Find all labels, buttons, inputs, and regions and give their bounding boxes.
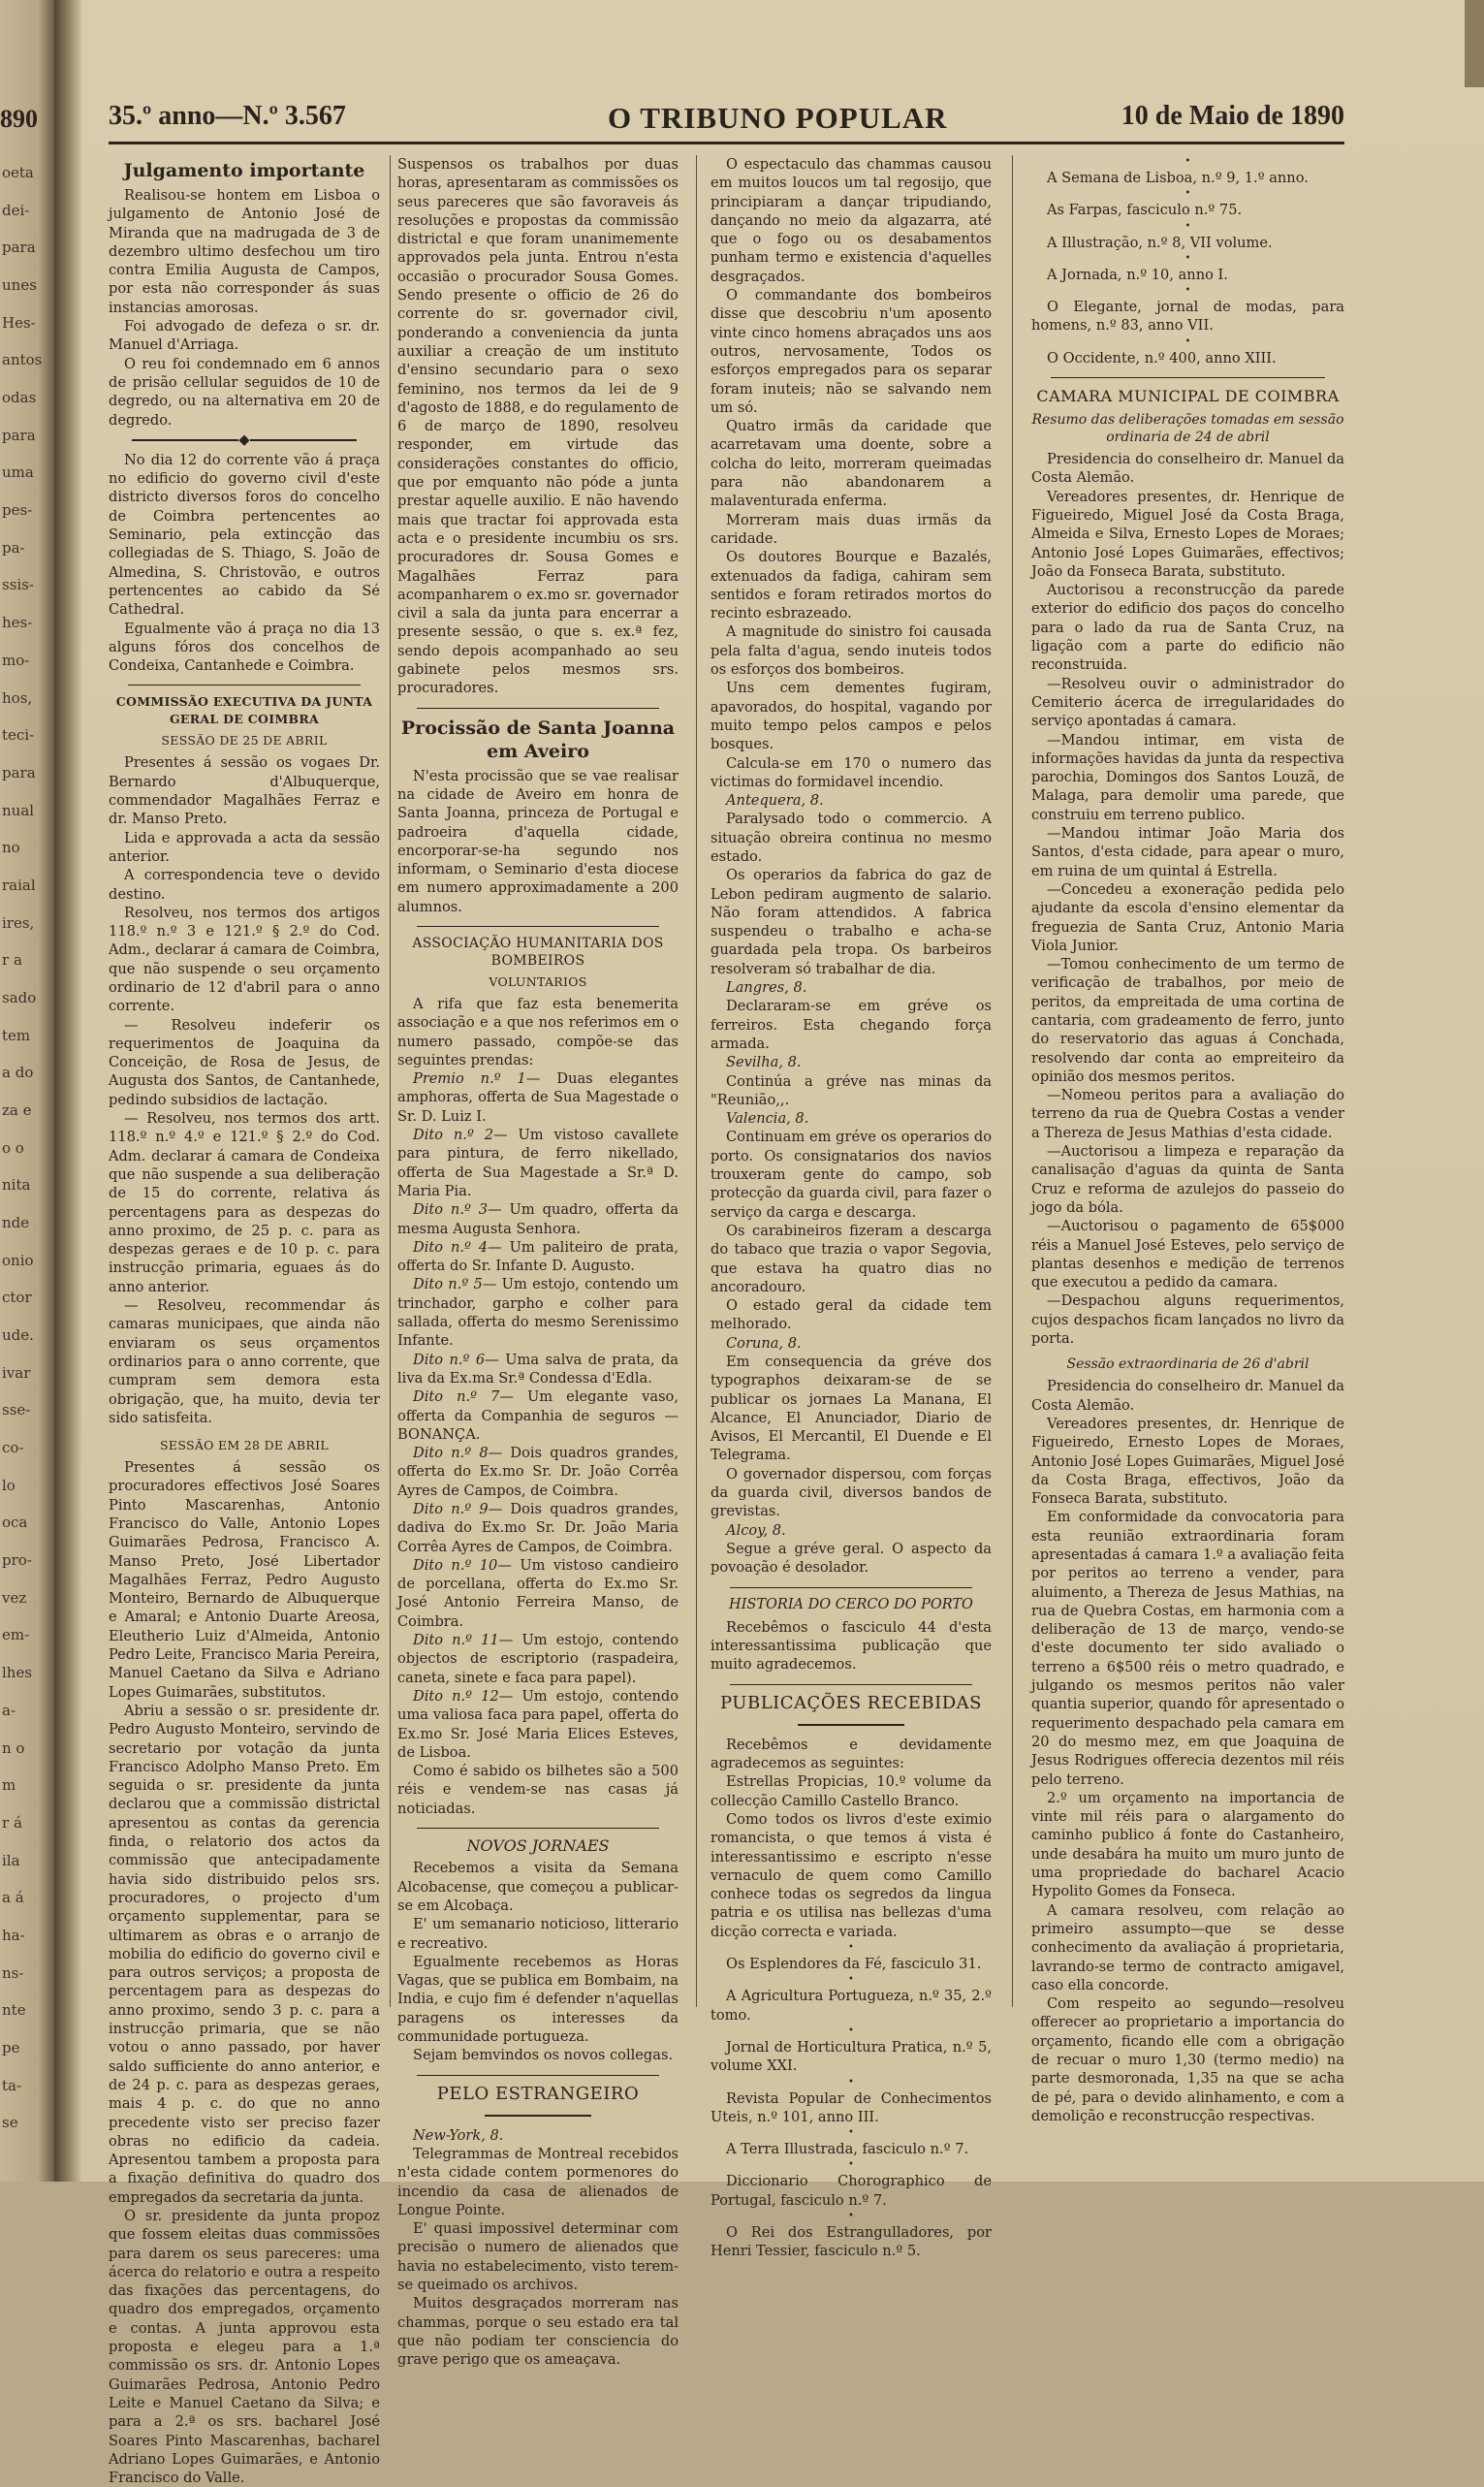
paragraph: Como é sabido os bilhetes são a 500 réis e vendem-se nas casas já noticiadas.	[397, 1763, 679, 1817]
previous-page-fragment: a á	[2, 1889, 24, 1907]
article-heading: Julgamento importante	[123, 160, 365, 181]
prize-label: Dito n.º 8	[413, 1445, 489, 1462]
paragraph: Uns cem dementes fugiram, apavorados, do hospital, vagando por muito tempo pelos campos e pelos bosques.	[710, 680, 992, 753]
prize-description: — Um estojo, contendo uma valiosa faca para papel, offerta do Ex.mo Sr. José Maria Elices Esteves, de Lisboa.	[397, 1687, 679, 1761]
prize-item	[397, 1069, 679, 1126]
previous-page-fragment: sse-	[2, 1401, 31, 1419]
prize-item	[397, 1687, 679, 1762]
previous-page-fragment: em-	[2, 1626, 30, 1644]
previous-page-fragment: lo	[2, 1476, 16, 1494]
column-rule	[390, 155, 391, 2007]
paragraph: Em consequencia da gréve dos typographos deixaram-se de se publicar os jornaes La Manana, El Alcance, El Anunciador, Diario de Avisos, El Mercantil, El Duende e El Telegrama.	[710, 1354, 992, 1464]
paragraph: Paralysado todo o commercio. A situação obreira continua no mesmo estado.	[710, 811, 992, 865]
prize-item	[397, 1631, 679, 1687]
previous-page-fragment: pe	[2, 2038, 20, 2057]
paragraph: E' quasi impossivel determinar com precisão o numero de alienados que havia no estabelecimento, visto terem-se queimado os archivos.	[397, 2220, 679, 2293]
paragraph: —Auctorisou a limpeza e reparação da canalisação d'aguas da quinta de Santa Cruz e reforma de azulejos do passeio do jogo da bóla.	[1031, 1143, 1344, 1216]
previous-page-fragment: pro-	[2, 1551, 32, 1570]
paragraph: A camara resolveu, com relação ao primeiro assumpto—que se desse conhecimento da avaliação á proprietaria, lavrando-se termo de contracto amigavel, caso ella concorde.	[1031, 1901, 1344, 1993]
bullet-separator: •	[1184, 335, 1191, 347]
bullet-separator: •	[848, 1942, 854, 1954]
previous-page-fragment: lhes	[2, 1664, 33, 1682]
previous-page-fragment: uma	[2, 463, 34, 482]
paragraph: O sr. presidente da junta propoz que fossem eleitas duas commissões para darem os seus pareceres: uma ácerca do relatorio e outra a respeito das fixações das percentagens, do quadro dos empregados, orçamento e contas. A junta approvou esta proposta e elegeu para a 1.ª commissão os srs. dr. Antonio Lopes Guimarães Pedrosa, Antonio Pedro Leite e Manuel Caetano da Silva; e para a 2.ª os srs. bacharel José Soares Pinto Mascarenhas, bacharel Adriano Lopes Guimarães, e Antonio Francisco do Valle.	[109, 2207, 380, 2487]
paragraph: A correspondencia teve o devido destino.	[109, 867, 380, 903]
paragraph: Recebêmos e devidamente agradecemos as seguintes:	[710, 1736, 992, 1772]
section-heading: HISTORIA DO CERCO DO PORTO	[729, 1596, 973, 1612]
prize-item	[397, 1351, 679, 1388]
prize-description: — Duas elegantes amphoras, offerta de Sua Magestade o Sr. D. Luiz I.	[397, 1070, 679, 1125]
article-heading: Procissão de Santa Joanna em Aveiro	[400, 717, 676, 762]
prize-item	[397, 1126, 679, 1200]
previous-page-fragment: antos	[2, 351, 43, 369]
bullet-separator: •	[848, 2159, 854, 2171]
previous-page-fragment: hos,	[2, 688, 33, 707]
prize-item	[397, 1444, 679, 1500]
paragraph: Os doutores Bourque e Bazalés, extenuados da fadiga, cahiram sem sentidos e foram retirados mortos do recinto esbrazeado.	[710, 549, 992, 622]
prize-description: — Um quadro, offerta da mesma Augusta Senhora.	[397, 1201, 679, 1237]
prize-description: — Um vistoso candieiro de porcellana, offerta do Ex.mo Sr. José Antonio Ferreira Manso, de Coimbra.	[397, 1556, 679, 1630]
paragraph: —Auctorisou o pagamento de 65$000 réis a Manuel José Esteves, pelo serviço de plantas desenhos e medição de terrenos que executou a pedido da camara.	[1031, 1218, 1344, 1291]
publication-list	[710, 1943, 992, 2261]
previous-page-fragment: teci-	[2, 726, 35, 745]
prize-label: Dito n.º 2	[413, 1127, 493, 1144]
paragraph: Continuam em gréve os operarios do porto. Os consignatarios dos navios trouxeram gente do campo, sob protecção da guarda civil, para fazer o serviço da carga e descarga.	[710, 1129, 992, 1221]
publication-item: Revista Popular de Conhecimentos Uteis, n.º 101, anno III.	[710, 2089, 992, 2125]
dateline: Antequera, 8.	[726, 792, 824, 810]
paragraph: Continúa a gréve nas minas da "Reunião,,.	[710, 1072, 992, 1108]
prize-item	[397, 1200, 679, 1238]
section-subheading: Sessão extraordinaria de 26 d'abril	[1066, 1356, 1310, 1373]
previous-page-fragment: unes	[2, 276, 37, 295]
previous-page-fragment: pes-	[2, 501, 33, 520]
publication-item: A Semana de Lisboa, n.º 9, 1.º anno.	[1047, 170, 1309, 186]
column-1	[109, 155, 380, 2487]
bullet-separator: •	[848, 1974, 854, 1986]
paragraph: Em conformidade da convocatoria para esta reunião extraordinaria foram apresentadas á camara 1.º a avaliação feita por peritos ao terreno a vender, para aluimento, a Thereza de Jesus Mathias, na rua de Quebra Costas, em harmonia com a deliberação de 13 de março, vendo-se d'este documento ter sido avaliado o terreno a 6$500 réis o metro quadrado, e julgando os mesmos peritos não valer quantia superior, quando fôr apresentado o requerimento despachado pela camara em 20 do mesmo mez, em que Joaquina de Jesus Rodrigues offerecia dezentos mil réis pelo terreno.	[1031, 1509, 1345, 1788]
prize-item	[397, 1238, 679, 1276]
previous-page-fragment: para	[2, 239, 36, 257]
section-subheading: Resumo das deliberações tomadas em sessão ordinaria de 24 de abril	[1031, 412, 1344, 446]
paragraph: —Mandou intimar, em vista de informações havidas da junta da respectiva parochia, Domingos dos Santos Louzã, de Malaga, para demolir uma parede, que construiu em terreno publico.	[1031, 731, 1344, 823]
prize-description: — Dois quadros grandes, dadiva do Ex.mo Sr. Dr. João Maria Corrêa Ayres de Campos, de Coimbra.	[397, 1501, 679, 1555]
previous-page-fragment: se	[2, 2114, 18, 2132]
prize-description: — Um paliteiro de prata, offerta do Sr. Infante D. Augusto.	[397, 1238, 679, 1275]
prize-item	[397, 1556, 679, 1631]
divider	[417, 2075, 659, 2076]
bullet-separator: •	[1184, 285, 1191, 297]
paragraph: Presentes á sessão os procuradores effectivos José Soares Pinto Mascarenhas, Antonio Francisco do Valle, Antonio Lopes Guimarães Pedrosa, Francisco A. Manso Preto, José Libertador Magalhães Ferraz, Pedro Augusto Monteiro, Bernardo de Albuquerque e Amaral; e Antonio Duarte Areosa, Eleutherio Luiz d'Almeida, Antonio Pedro Leite, Francisco Maria Pereira, Manuel Caetano da Silva e Adriano Lopes Guimarães, substitutos.	[109, 1459, 380, 1701]
section-heading: PUBLICAÇÕES RECEBIDAS	[720, 1692, 982, 1713]
prize-label: Dito n.º 5	[413, 1276, 483, 1293]
paragraph: Como todos os livros d'este eximio romancista, o que temos á vista é interessantissimo e escripto n'esse vernaculo de quem como Camillo conhece todas os segredos da lingua patria e os utilisa nas bellezas d'uma dicção correcta e variada.	[710, 1810, 992, 1940]
paragraph: N'esta procissão que se vae realisar na cidade de Aveiro em honra de Santa Joanna, princeza de Portugal e padroeira d'aquella cidade, encorporar-se-ha segundo nos informam, o Seminario d'esta diocese em numero approximadamente a 200 alumnos.	[397, 767, 679, 915]
prize-label: Dito n.º 7	[413, 1388, 500, 1406]
paragraph: Lida e approvada a acta da sessão anterior.	[109, 829, 380, 865]
bullet-separator: •	[848, 2210, 854, 2221]
divider	[730, 1684, 972, 1685]
prize-label: Dito n.º 10	[413, 1556, 498, 1574]
paragraph: Foi advogado de defeza o sr. dr. Manuel d'Arriaga.	[109, 318, 380, 354]
paragraph: O governador dispersou, com forças da guarda civil, diversos bandos de grevistas.	[710, 1465, 992, 1520]
dateline: Langres, 8.	[726, 979, 807, 997]
paragraph: O espectaculo das chammas causou em muitos loucos um tal regosijo, que principiaram a dançar tripudiando, dançando no meio da algazarra, até que o fogo ou os desabamentos punham termo e existencia d'aquelles desgraçados.	[710, 156, 992, 285]
previous-page-fragment: dei-	[2, 201, 30, 219]
previous-page-fragment: nual	[2, 801, 35, 819]
paragraph: Egualmente vão á praça no dia 13 alguns fóros dos concelhos de Condeixa, Cantanhede e Coimbra.	[109, 620, 380, 675]
bullet-separator: •	[848, 2076, 854, 2088]
paragraph: O commandante dos bombeiros disse que descobriu n'um aposento vinte cinco homens abraçados uns aos outros, nervosamente, Todos os esforços empregados para os separar foram inuteis; não se salvando nem um só.	[710, 287, 992, 416]
paragraph: Estrellas Propicias, 10.º volume da collecção Camillo Castello Branco.	[710, 1773, 992, 1809]
previous-page-fragment: ctor	[2, 1289, 32, 1307]
paragraph: Vereadores presentes, dr. Henrique de Figueiredo, Miguel José da Costa Braga, Almeida e Silva, Ernesto Lopes de Moraes; Antonio José Lopes Guimarães, effectivos; João da Fonseca Barata, substituto.	[1031, 488, 1344, 580]
previous-page-fragment: hes-	[2, 614, 33, 632]
previous-page-fragment: a-	[2, 1701, 16, 1719]
publication-item: A Agricultura Portugueza, n.º 35, 2.º tomo.	[710, 1988, 992, 2024]
section-subheading: SESSÃO DE 25 DE ABRIL	[161, 733, 328, 749]
paragraph: E' um semanario noticioso, litterario e recreativo.	[397, 1916, 679, 1952]
column-4	[1031, 155, 1345, 2124]
paragraph: Os carabineiros fizeram a descarga do tabaco que trazia o vapor Segovia, que estava ha quatro dias no ancoradouro.	[710, 1222, 992, 1295]
previous-page-fragment: no	[2, 839, 20, 857]
paragraph: Muitos desgraçados morreram nas chammas, porque o seu estado era tal que não podiam ter consciencia do grave perigo que os ameaçava.	[397, 2295, 679, 2369]
bullet-separator: •	[848, 2127, 854, 2139]
prize-list	[397, 1069, 679, 1762]
previous-page-fragment: r á	[2, 1813, 22, 1832]
paragraph: Resolveu, nos termos dos artigos 118.º n.º 3 e 121.º § 2.º do Cod. Adm., declarar á camara de Coimbra, que não suspende o seu orçamento ordinario de 12 d'abril para o anno corrente.	[109, 904, 380, 1015]
previous-page-fragment: n o	[2, 1738, 25, 1757]
prize-item	[397, 1387, 679, 1444]
previous-page-fragment: m	[2, 1776, 16, 1795]
section-heading: PELO ESTRANGEIRO	[436, 2083, 640, 2104]
previous-page-fragment: oca	[2, 1514, 28, 1532]
publication-item: O Occidente, n.º 400, anno XIII.	[1047, 349, 1277, 367]
previous-page-edge	[0, 0, 54, 2182]
previous-page-fragment: onio	[2, 1251, 34, 1269]
paragraph: Com respeito ao segundo—resolveu offerecer ao proprietario a importancia do orçamento, ficando elle com a obrigação de recuar o muro 1,30 (termo medio) na parte desmoronada, 1,35 na que se acha de pé, para o devido alinhamento, e com a demolição e reconstrucção respectivas.	[1031, 1995, 1344, 2124]
paragraph: —Resolveu ouvir o administrador do Cemiterio ácerca de irregularidades do serviço apontadas á camara.	[1031, 675, 1344, 730]
previous-page-fragment: odas	[2, 389, 37, 407]
dateline: Sevilha, 8.	[726, 1054, 802, 1071]
paragraph: —Concedeu a exoneração pedida pelo ajudante da escola d'ensino elementar da freguezia de Santa Cruz, Antonio Maria Viola Junior.	[1031, 880, 1344, 954]
page-gutter	[54, 0, 81, 2182]
bullet-separator: •	[1184, 188, 1191, 200]
prize-label: Dito n.º 12	[413, 1687, 499, 1705]
masthead	[109, 97, 1344, 142]
divider	[128, 685, 361, 686]
previous-page-fragment: ude.	[2, 1326, 34, 1345]
prize-description: — Um estojo, contendo um trinchador, garpho e colher para sallada, offerta do mesmo Serenissimo Infante.	[397, 1276, 679, 1350]
paragraph: Abriu a sessão o sr. presidente dr. Pedro Augusto Monteiro, servindo de secretario por votação da junta Francisco Adolpho Manso Preto. Em seguida o sr. presidente da junta declarou que a commissão districtal apresentou as contas da gerencia finda, o relatorio dos actos da commissão que antecipadamente havia sido distribuido pelos srs. procuradores, o projecto d'um orçamento supplementar, para se ultimarem as obras e o arranjo de mobilia do edificio do governo civil e para outros serviços; a proposta de percentagem para as despezas do anno proximo, sendo 3 p. c. para a instrucção primaria, que se não votou o anno passado, por haver saldo sufficiente do anno anterior, e de 24 p. c. para as despezas geraes, mais 4 p. c. do que no anno precedente visto ser preciso fazer obras no edificio da cadeia. Apresentou tambem a proposta para a fixação definitiva do quadro dos empregados da secretaria da junta.	[109, 1702, 380, 2206]
divider	[730, 1587, 972, 1588]
paragraph: — Resolveu, recommendar ás camaras municipaes, que ainda não enviaram os seus orçamentos ordinarios para o anno corrente, que cumpram sem demora esta obrigação, que, ha muito, devia ter sido satisfeita.	[109, 1297, 380, 1426]
prize-description: — Dois quadros grandes, offerta do Ex.mo Sr. Dr. João Corrêa Ayres de Campos, de Coimbra.	[397, 1445, 679, 1499]
publication-item: Jornal de Horticultura Pratica, n.º 5, volume XXI.	[710, 2038, 992, 2075]
publication-item: A Jornada, n.º 10, anno I.	[1047, 266, 1228, 283]
prize-label: Dito n.º 4	[413, 1238, 489, 1256]
bullet-separator: •	[1184, 156, 1191, 167]
section-heading: ASSOCIAÇÃO HUMANITARIA DOS BOMBEIROS	[412, 935, 664, 969]
divider	[417, 926, 659, 927]
previous-page-fragment: ires,	[2, 913, 35, 932]
publication-item: Os Esplendores da Fé, fasciculo 31.	[726, 1956, 982, 1973]
paragraph: A magnitude do sinistro foi causada pela falta d'agua, sendo inuteis todos os esforços dos bombeiros.	[710, 623, 992, 679]
prize-description: — Um vistoso cavallete para pintura, de ferro nikellado, offerta de Sua Magestade a Sr.ª D. Maria Pia.	[397, 1127, 679, 1199]
prize-description: — Um estojo, contendo objectos de escriptorio (raspadeira, caneta, sinete e faca para papel).	[397, 1632, 679, 1686]
issue-date: 10 de Maio de 1890	[1121, 101, 1344, 131]
paragraph: Recebêmos o fasciculo 44 d'esta interessantissima publicação que muito agradecemos.	[710, 1618, 992, 1674]
paragraph: Egualmente recebemos as Horas Vagas, que se publica em Bombaim, na India, e cujo fim é defender n'aquellas paragens os interesses da communidade portugueza.	[397, 1953, 679, 2046]
publication-item: A Terra Illustrada, fasciculo n.º 7.	[726, 2141, 969, 2158]
previous-page-fragment: para	[2, 763, 36, 781]
masthead-rule	[109, 142, 1344, 144]
previous-page-fragment: para	[2, 426, 36, 444]
previous-page-fragment: za e	[2, 1100, 32, 1119]
previous-page-fragment: ta-	[2, 2076, 22, 2094]
prize-label: Dito n.º 3	[413, 1201, 489, 1219]
ornament-divider	[397, 2109, 679, 2122]
paragraph: — Resolveu indeferir os requerimentos de Joaquina da Conceição, de Rosa de Jesus, de Augusta dos Santos, de Cantanhede, pedindo subsidios de lactação.	[109, 1016, 380, 1108]
section-heading: CAMARA MUNICIPAL DE COIMBRA	[1036, 387, 1340, 406]
previous-page-fragment: nte	[2, 2001, 26, 2020]
column-3	[710, 155, 992, 2260]
previous-page-fragment: r a	[2, 951, 22, 970]
previous-page-fragment: sado	[2, 988, 37, 1006]
paragraph: Vereadores presentes, dr. Henrique de Figueiredo, Ernesto Lopes de Moraes, Antonio José Lopes Guimarães, Miguel José da Costa Braga, effectivos, João da Fonseca Barata, substituto.	[1031, 1415, 1344, 1508]
prize-label: Dito n.º 11	[413, 1632, 499, 1649]
column-rule	[696, 155, 697, 2007]
paragraph: Calcula-se em 170 o numero das victimas do formidavel incendio.	[710, 754, 992, 790]
prize-item	[397, 1500, 679, 1556]
prize-label: Dito n.º 6	[413, 1351, 486, 1368]
bullet-separator: •	[1184, 220, 1191, 232]
paragraph: Auctorisou a reconstrucção da parede exterior do edificio dos paços do concelho para o lado da rua de Santa Cruz, na ligação com a parte do edificio não reconstruida.	[1031, 582, 1344, 674]
ornament-divider: ◆	[109, 433, 380, 447]
previous-page-fragment: Hes-	[2, 313, 36, 332]
divider	[1051, 377, 1325, 378]
paragraph: Telegrammas de Montreal recebidos n'esta cidade contem pormenores do incendio da casa de alienados de Longue Pointe.	[397, 2145, 679, 2218]
section-subheading: VOLUNTARIOS	[489, 973, 587, 989]
paragraph: Declararam-se em gréve os ferreiros. Esta chegando força armada.	[710, 998, 992, 1052]
paragraph: O estado geral da cidade tem melhorado.	[710, 1297, 992, 1333]
paragraph: Sejam bemvindos os novos collegas.	[413, 2047, 674, 2064]
previous-page-fragment: ssis-	[2, 576, 34, 594]
column-2	[397, 155, 679, 2369]
issue-number: 35.º anno—N.º 3.567	[109, 101, 346, 131]
paragraph: Realisou-se hontem em Lisboa o julgamento de Antonio José de Miranda que na madrugada de 3 de dezembro ultimo desfechou um tiro contra Emilia Augusta de Campos, por esta não corresponder ás suas instancias amorosas.	[109, 187, 380, 316]
paragraph: No dia 12 do corrente vão á praça no edificio do governo civil d'este districto diversos foros do concelho de Coimbra pertencentes ao Seminario, pela extincção das collegiadas de S. Thiago, S. João de Almedina, S. Christovão, e outros pertencentes ao cabido da Sé Cathedral.	[109, 451, 380, 619]
paragraph: Quatro irmãs da caridade que acarretavam uma doente, sobre a colcha do leito, morreram queimadas para não abandonarem a malaventurada enferma.	[710, 418, 992, 510]
paragraph: —Mandou intimar João Maria dos Santos, d'esta cidade, para apear o muro, em ruina de um quintal á Estrella.	[1031, 825, 1344, 879]
column-rule	[1012, 155, 1013, 2007]
torn-corner	[1465, 0, 1484, 87]
paragraph: Recebemos a visita da Semana Alcobacense, que começou a publicar-se em Alcobaça.	[397, 1860, 679, 1914]
paragraph: A rifa que faz esta benemerita associação e a que nos referimos em o numero passado, compõe-se das seguintes prendas:	[397, 995, 679, 1068]
paragraph: —Despachou alguns requerimentos, cujos despachos ficam lançados no livro da porta.	[1031, 1292, 1344, 1348]
divider	[417, 1828, 659, 1829]
previous-page-fragment: co-	[2, 1439, 24, 1457]
prize-item	[397, 1275, 679, 1350]
bullet-separator: •	[1184, 252, 1191, 264]
section-subheading: SESSÃO EM 28 DE ABRIL	[160, 1438, 329, 1453]
previous-page-fragment: ns-	[2, 1963, 24, 1982]
paragraph: Presentes á sessão os vogaes Dr. Bernardo d'Albuquerque, commendador Magalhães Ferraz e dr. Manso Preto.	[109, 754, 380, 828]
newspaper-title: O TRIBUNO POPULAR	[608, 101, 948, 135]
prize-description: — Um elegante vaso, offerta da Companhia de seguros — BONANÇA.	[397, 1388, 679, 1443]
previous-page-number: 890	[0, 105, 38, 133]
dateline: Alcoy, 8.	[726, 1521, 786, 1539]
dateline: New-York, 8.	[413, 2126, 504, 2144]
prize-description: — Uma salva de prata, da liva da Ex.ma Sr.ª Condessa d'Edla.	[397, 1351, 679, 1387]
paragraph: Morreram mais duas irmãs da caridade.	[710, 511, 992, 547]
paragraph: Segue a gréve geral. O aspecto da povoação é desolador.	[710, 1540, 992, 1577]
paragraph: —Nomeou peritos para a avaliação do terreno da rua de Quebra Costas a vender a Thereza de Jesus Mathias d'esta cidade.	[1031, 1087, 1344, 1141]
paragraph: Suspensos os trabalhos por duas horas, apresentaram as commissões os seus pareceres que são favoraveis ás resoluções e propostas da commissão districtal e que foram unanimemente approvados pela junta. Entrou n'esta occasião o procurador Sousa Gomes. Sendo presente o officio de 26 do corrente do sr. governador civil, ponderando a conveniencia da junta auxiliar a creação de um instituto d'ensino secundario para o sexo feminino, nos termos da lei de 9 d'agosto de 1888, e do regulamento de 6 de março de 1890, resolveu responder, em virtude das considerações constantes do officio, que por emquanto não póde a junta prestar aquelle auxilio. E não havendo mais que tractar foi approvada esta acta e o presidente incumbiu os srs. procuradores dr. Sousa Gomes e Magalhães Ferraz para acompanharem o ex.mo sr. governador civil a sala da junta para encerrar a presente sessão, o que s. ex.ª fez, sendo depois acompanhado ao seu gabinete pelos mesmos srs. procuradores.	[397, 156, 679, 697]
dateline: Valencia, 8.	[726, 1110, 809, 1128]
paragraph: Os operarios da fabrica do gaz de Lebon pediram augmento de salario. Não foram attendidos. A fabrica suspendeu o trabalho e acha-se guardada pela tropa. Os barbeiros resolveram só trabalhar de dia.	[710, 867, 992, 977]
publication-item: O Elegante, jornal de modas, para homens, n.º 83, anno VII.	[1031, 299, 1344, 335]
publication-list	[1031, 157, 1344, 367]
previous-page-fragment: vez	[2, 1588, 27, 1607]
paragraph: Presidencia do conselheiro dr. Manuel da Costa Alemão.	[1031, 451, 1344, 487]
dateline: Coruna, 8.	[726, 1334, 802, 1352]
paragraph: —Tomou conhecimento de um termo de verificação de trabalhos, por meio de peritos, da empreitada de uma cortina de cantaria, com gradeamento de ferro, junto do reservatorio das aguas á Conchada, resolvendo dar conta ao empreiteiro da opinião dos mesmos peritos.	[1031, 956, 1344, 1085]
divider	[417, 708, 659, 709]
previous-page-fragment: pa-	[2, 538, 25, 557]
previous-page-fragment: tem	[2, 1026, 31, 1044]
paragraph: 2.º um orçamento na importancia de vinte mil réis para o alargamento do caminho publico á fonte do Castanheiro, unde desabára ha muito um muro junto de uma propriedade do bacharel Acacio Hypolito Gomes da Fonseca.	[1031, 1789, 1344, 1900]
publication-item: O Rei dos Estrangulladores, por Henri Tessier, fasciculo n.º 5.	[710, 2223, 992, 2260]
publication-item: Diccionario Chorographico de Portugal, fasciculo n.º 7.	[710, 2173, 992, 2209]
paragraph: O reu foi condemnado em 6 annos de prisão cellular seguidos de 10 de degredo, ou na alternativa em 20 de degredo.	[109, 355, 380, 429]
previous-page-fragment: mo-	[2, 651, 30, 669]
publication-item: A Illustração, n.º 8, VII volume.	[1047, 234, 1273, 251]
previous-page-fragment: ha-	[2, 1926, 25, 1944]
paragraph: — Resolveu, nos termos dos artt. 118.º n.º 4.º e 121.º § 2.º do Cod. Adm. declarar á camara de Condeixa que não suspende a sua deliberação de 15 do corrente, relativa ás percentagens para as despezas do anno proximo, de 25 p. c. para as despezas geraes e de 10 p. c. para instrucção primaria, eguaes ás do anno anterior.	[109, 1110, 380, 1295]
previous-page-fragment: o o	[2, 1138, 24, 1157]
publication-item: As Farpas, fasciculo n.º 75.	[1047, 202, 1243, 219]
previous-page-fragment: nde	[2, 1214, 30, 1232]
prize-label: Dito n.º 9	[413, 1501, 489, 1517]
section-heading: NOVOS JORNAES	[466, 1836, 610, 1856]
prize-label: Premio n.º 1	[413, 1070, 526, 1088]
previous-page-fragment: raial	[2, 876, 36, 894]
previous-page-fragment: ila	[2, 1851, 20, 1869]
previous-page-fragment: ivar	[2, 1363, 31, 1382]
previous-page-fragment: a do	[2, 1064, 34, 1082]
previous-page-fragment: nita	[2, 1176, 31, 1195]
previous-page-fragment: oeta	[2, 164, 34, 181]
ornament-divider	[710, 1718, 992, 1732]
bullet-separator: •	[848, 2025, 854, 2036]
paragraph: Presidencia do conselheiro dr. Manuel da Costa Alemão.	[1031, 1378, 1344, 1414]
section-heading: COMMISSÃO EXECUTIVA DA JUNTA GERAL DE COIMBRA	[115, 694, 373, 727]
